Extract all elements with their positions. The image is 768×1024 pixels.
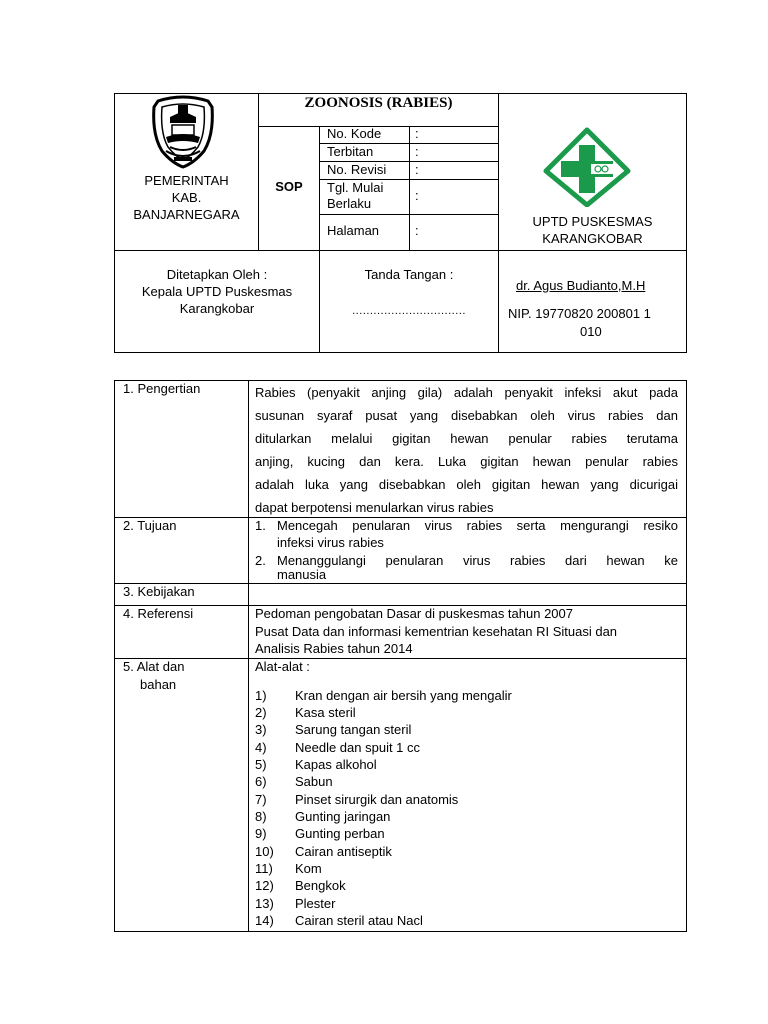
alat-item-text: Cairan steril atau Nacl [295, 913, 423, 928]
meta-label-issue: Terbitan [327, 144, 374, 159]
section-label-tujuan: 2. Tujuan [123, 518, 177, 533]
alat-item-text: Pinset sirurgik dan anatomis [295, 792, 459, 807]
org-name-line1: UPTD PUSKESMAS [532, 214, 653, 229]
section-label-alat-cont: bahan [140, 677, 177, 692]
alat-item-text: Sarung tangan steril [295, 722, 412, 737]
meta-value-revision: : [415, 162, 419, 177]
official-name: dr. Agus Budianto,M.H [516, 278, 646, 293]
alat-item-text: Bengkok [295, 878, 346, 893]
pengertian-paragraph [255, 381, 678, 519]
alat-item-number: 4) [255, 740, 267, 755]
signature-label: Tanda Tangan : [364, 267, 454, 282]
meta-label-code: No. Kode [327, 126, 382, 141]
alat-item-text: Sabun [295, 774, 333, 789]
alat-item-text: Gunting perban [295, 826, 385, 841]
pengertian-line: adalah luka yang disebabkan oleh gigitan hewan yang dicurigai [255, 477, 678, 492]
alat-item-text: Gunting jaringan [295, 809, 391, 824]
alat-item-text: Plester [295, 896, 336, 911]
alat-item-number: 10) [255, 844, 274, 859]
alat-item-number: 13) [255, 896, 274, 911]
meta-value-page: : [415, 223, 419, 238]
section-label-referensi: 4. Referensi [123, 606, 194, 621]
alat-item-number: 2) [255, 705, 267, 720]
meta-label-start-date-line1: Tgl. Mulai [327, 180, 384, 195]
referensi-line: Analisis Rabies tahun 2014 [255, 641, 413, 656]
meta-label-revision: No. Revisi [327, 162, 387, 177]
established-by-line2: Kepala UPTD Puskesmas [141, 284, 293, 299]
tujuan-item-text: Mencegah penularan virus rabies serta mengurangi resiko [277, 518, 678, 533]
official-nip-line2: 010 [580, 324, 602, 339]
tujuan-item-text: Menanggulangi penularan virus rabies dari hewan ke [277, 553, 678, 568]
pengertian-line: dapat berpotensi menularkan virus rabies [255, 500, 494, 515]
alat-item-number: 6) [255, 774, 267, 789]
alat-item-number: 3) [255, 722, 267, 737]
section-label-kebijakan: 3. Kebijakan [123, 584, 195, 599]
alat-list [255, 688, 675, 928]
alat-item-text: Kran dengan air bersih yang mengalir [295, 688, 512, 703]
alat-item-text: Kasa steril [295, 705, 356, 720]
established-by-line3: Karangkobar [179, 301, 255, 316]
alat-heading: Alat-alat : [255, 659, 310, 674]
alat-item-number: 11) [255, 861, 273, 876]
section-label-alat: 5. Alat dan [123, 659, 185, 674]
meta-label-start-date-line2: Berlaku [327, 196, 372, 211]
pengertian-line: ditularkan melalui gigitan hewan penular rabies terutama [255, 431, 678, 446]
alat-item-text: Kapas alkohol [295, 757, 377, 772]
tujuan-item-text-cont: manusia [277, 567, 327, 582]
alat-item-number: 7) [255, 792, 267, 807]
official-nip-line1: NIP. 19770820 200801 1 [508, 306, 651, 321]
alat-item-text: Cairan antiseptik [295, 844, 392, 859]
signature-line: ................................ [352, 305, 466, 317]
meta-value-start-date: : [415, 188, 419, 203]
regency-emblem-icon [148, 95, 218, 169]
gov-name-line3: BANJARNEGARA [133, 207, 240, 222]
referensi-line: Pedoman pengobatan Dasar di puskesmas tahun 2007 [255, 606, 573, 621]
org-name-line2: KARANGKOBAR [542, 231, 643, 246]
alat-item-number: 14) [255, 913, 274, 928]
tujuan-item-number: 1. [255, 518, 266, 533]
gov-name-line2: KAB. [171, 190, 202, 205]
gov-name-line1: PEMERINTAH [144, 173, 229, 188]
alat-item-text: Needle dan spuit 1 cc [295, 740, 421, 755]
referensi-line: Pusat Data dan informasi kementrian kesehatan RI Situasi dan [255, 624, 618, 639]
alat-item-number: 8) [255, 809, 267, 824]
tujuan-item-text-cont: infeksi virus rabies [277, 535, 384, 550]
document-title: ZOONOSIS (RABIES) [304, 95, 453, 111]
pengertian-line: anjing, kucing dan kera. Luka gigitan hewan penular rabies [255, 454, 678, 469]
alat-item-number: 12) [255, 878, 274, 893]
alat-item-number: 9) [255, 826, 267, 841]
alat-item-number: 5) [255, 757, 267, 772]
meta-value-issue: : [415, 144, 419, 159]
pengertian-line: Rabies (penyakit anjing gila) adalah penyakit infeksi akut pada [255, 385, 678, 400]
puskesmas-logo-icon [543, 127, 631, 207]
meta-value-code: : [415, 126, 419, 141]
tujuan-item-number: 2. [255, 553, 266, 568]
meta-label-page: Halaman [327, 223, 380, 238]
alat-item-text: Kom [295, 861, 322, 876]
established-by-label: Ditetapkan Oleh : [166, 267, 268, 282]
pengertian-line: susunan syaraf pusat yang disebabkan oleh virus rabies dan [255, 408, 678, 423]
alat-item-number: 1) [255, 688, 267, 703]
section-label-pengertian: 1. Pengertian [123, 381, 201, 396]
sop-label: SOP [275, 179, 303, 194]
